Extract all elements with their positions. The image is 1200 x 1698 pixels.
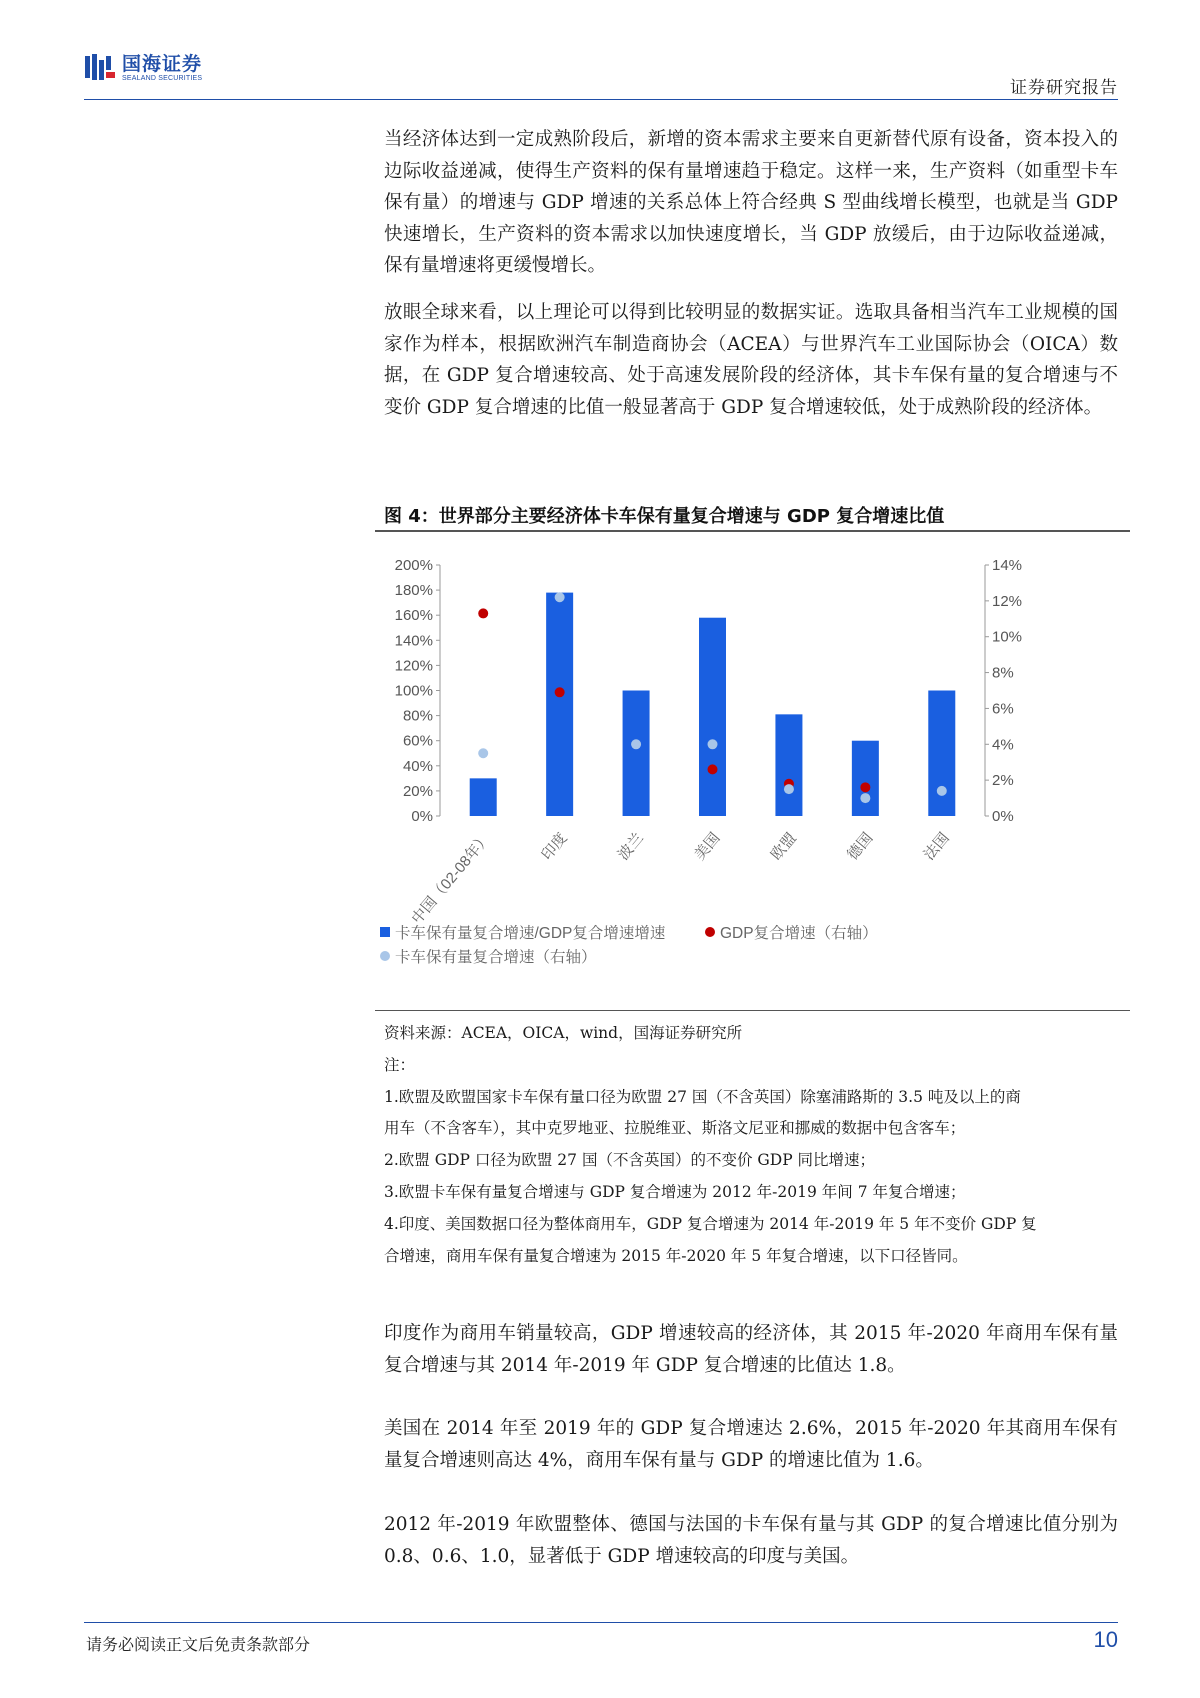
paragraph-usa: 美国在 2014 年至 2019 年的 GDP 复合增速达 2.6%，2015 年-2020 年其商用车保有量复合增速则高达 4%，商用车保有量与 GDP 的增速比值为 1.6。 bbox=[384, 1418, 1118, 1471]
legend-label: GDP复合增速（右轴） bbox=[720, 925, 878, 942]
category-label: 德国 bbox=[844, 829, 877, 864]
category-label: 美国 bbox=[691, 829, 724, 864]
category-labels bbox=[408, 829, 953, 927]
footer-divider bbox=[84, 1622, 1118, 1623]
data-point bbox=[860, 782, 870, 792]
footer-disclaimer: 请务必阅读正文后免责条款部分 bbox=[86, 1635, 311, 1654]
legend-swatch bbox=[380, 951, 390, 961]
category-label: 欧盟 bbox=[767, 829, 800, 864]
note-line: 用车（不含客车），其中克罗地亚、拉脱维亚、斯洛文尼亚和挪威的数据中包含客车； bbox=[384, 1119, 966, 1138]
company-logo bbox=[84, 52, 202, 84]
figure-notes bbox=[384, 1018, 1124, 1272]
left-tick-label: 60% bbox=[402, 732, 433, 750]
left-tick-label: 100% bbox=[394, 682, 433, 700]
figure-top-rule bbox=[375, 530, 1130, 532]
paragraph-eu: 2012 年-2019 年欧盟整体、德国与法国的卡车保有量与其 GDP 的复合增速比值分别为 0.8、0.6、1.0，显著低于 GDP 增速较高的印度与美国。 bbox=[384, 1514, 1118, 1567]
logo-chinese-name: 国海证券 bbox=[122, 52, 203, 75]
bar bbox=[775, 714, 802, 816]
bar-chart bbox=[375, 540, 1130, 1005]
data-point bbox=[708, 764, 718, 774]
left-tick-label: 120% bbox=[394, 657, 433, 675]
bar bbox=[470, 778, 497, 816]
data-point bbox=[555, 592, 565, 602]
data-point bbox=[860, 793, 870, 803]
right-axis bbox=[985, 557, 1022, 825]
note-line: 合增速，商用车保有量复合增速为 2015 年-2020 年 5 年复合增速，以下口径皆同。 bbox=[384, 1246, 968, 1265]
sealand-logo-icon bbox=[84, 52, 116, 84]
report-type-label: 证券研究报告 bbox=[1010, 78, 1118, 98]
bar bbox=[623, 691, 650, 817]
bar bbox=[546, 593, 573, 816]
paragraph-1: 当经济体达到一定成熟阶段后，新增的资本需求主要来自更新替代原有设备，资本投入的边际收益递减，使得生产资料的保有量增速趋于稳定。这样一来，生产资料（如重型卡车保有量）的增速与 GDP 增速的关系总体上符合经典 S 型曲线增长模型，也就是当 GDP 快速增长，生产资料的资本需求以加快速度增长，当 GDP 放缓后，由于边际收益递减，保有量增速将更缓慢增长。 bbox=[384, 129, 1118, 276]
left-axis bbox=[395, 557, 440, 825]
left-tick-label: 0% bbox=[411, 808, 433, 825]
right-tick-label: 2% bbox=[992, 772, 1014, 790]
chart-legend bbox=[380, 924, 878, 966]
right-tick-label: 8% bbox=[992, 664, 1014, 682]
figure-bottom-rule bbox=[375, 1010, 1130, 1011]
data-point bbox=[478, 748, 488, 758]
bar bbox=[852, 741, 879, 816]
note-line: 3.欧盟卡车保有量复合增速与 GDP 复合增速为 2012 年-2019 年间 7 年复合增速； bbox=[384, 1182, 966, 1201]
right-tick-label: 0% bbox=[992, 808, 1014, 825]
right-tick-label: 4% bbox=[992, 736, 1014, 754]
legend-swatch bbox=[380, 927, 390, 937]
data-point bbox=[708, 739, 718, 749]
page-header bbox=[0, 0, 1200, 100]
category-label: 印度 bbox=[538, 829, 571, 864]
note-line: 1.欧盟及欧盟国家卡车保有量口径为欧盟 27 国（不含英国）除塞浦路斯的 3.5 吨及以上的商 bbox=[384, 1087, 1021, 1106]
data-point bbox=[478, 608, 488, 618]
paragraph-2: 放眼全球来看，以上理论可以得到比较明显的数据实证。选取具备相当汽车工业规模的国家作为样本，根据欧洲汽车制造商协会（ACEA）与世界汽车工业国际协会（OICA）数据，在 GDP 复合增速较高、处于高速发展阶段的经济体，其卡车保有量的复合增速与不变价 GDP 复合增速的比值一般显著高于 GDP 复合增速较低，处于成熟阶段的经济体。 bbox=[384, 302, 1118, 418]
left-tick-label: 160% bbox=[394, 607, 433, 625]
header-divider bbox=[84, 99, 1118, 100]
bar-series bbox=[470, 593, 956, 816]
right-tick-label: 10% bbox=[992, 628, 1023, 646]
figure-source: 资料来源：ACEA，OICA，wind，国海证券研究所 bbox=[384, 1024, 743, 1042]
data-point bbox=[631, 739, 641, 749]
category-label: 波兰 bbox=[614, 829, 648, 864]
data-point bbox=[784, 784, 794, 794]
left-tick-label: 200% bbox=[394, 557, 433, 574]
right-tick-label: 12% bbox=[992, 592, 1023, 610]
right-tick-label: 14% bbox=[992, 557, 1023, 574]
paragraph-india: 印度作为商用车销量较高，GDP 增速较高的经济体，其 2015 年-2020 年商用车保有量复合增速与其 2014 年-2019 年 GDP 复合增速的比值达 1.8。 bbox=[384, 1323, 1118, 1376]
category-label: 法国 bbox=[920, 829, 953, 864]
legend-swatch bbox=[705, 927, 715, 937]
bar bbox=[699, 618, 726, 816]
left-tick-label: 40% bbox=[402, 757, 433, 775]
page-number: 10 bbox=[1093, 1627, 1118, 1652]
legend-label: 卡车保有量复合增速/GDP复合增速增速 bbox=[395, 925, 666, 942]
notes-label: 注： bbox=[384, 1055, 416, 1074]
left-tick-label: 180% bbox=[394, 582, 433, 600]
data-point bbox=[555, 687, 565, 697]
left-tick-label: 80% bbox=[402, 707, 433, 725]
legend-label: 卡车保有量复合增速（右轴） bbox=[395, 949, 597, 966]
left-tick-label: 140% bbox=[394, 632, 433, 650]
left-tick-label: 20% bbox=[402, 782, 433, 800]
category-label: 中国（02-08年） bbox=[408, 829, 495, 928]
right-tick-label: 6% bbox=[992, 700, 1014, 718]
bar bbox=[928, 691, 955, 817]
figure-title: 图 4：世界部分主要经济体卡车保有量复合增速与 GDP 复合增速比值 bbox=[384, 506, 945, 527]
note-line: 2.欧盟 GDP 口径为欧盟 27 国（不含英国）的不变价 GDP 同比增速； bbox=[384, 1151, 876, 1170]
data-point bbox=[937, 786, 947, 796]
note-line: 4.印度、美国数据口径为整体商用车，GDP 复合增速为 2014 年-2019 年 5 年不变价 GDP 复 bbox=[384, 1214, 1037, 1233]
logo-english-name: SEALAND SECURITIES bbox=[122, 74, 203, 82]
